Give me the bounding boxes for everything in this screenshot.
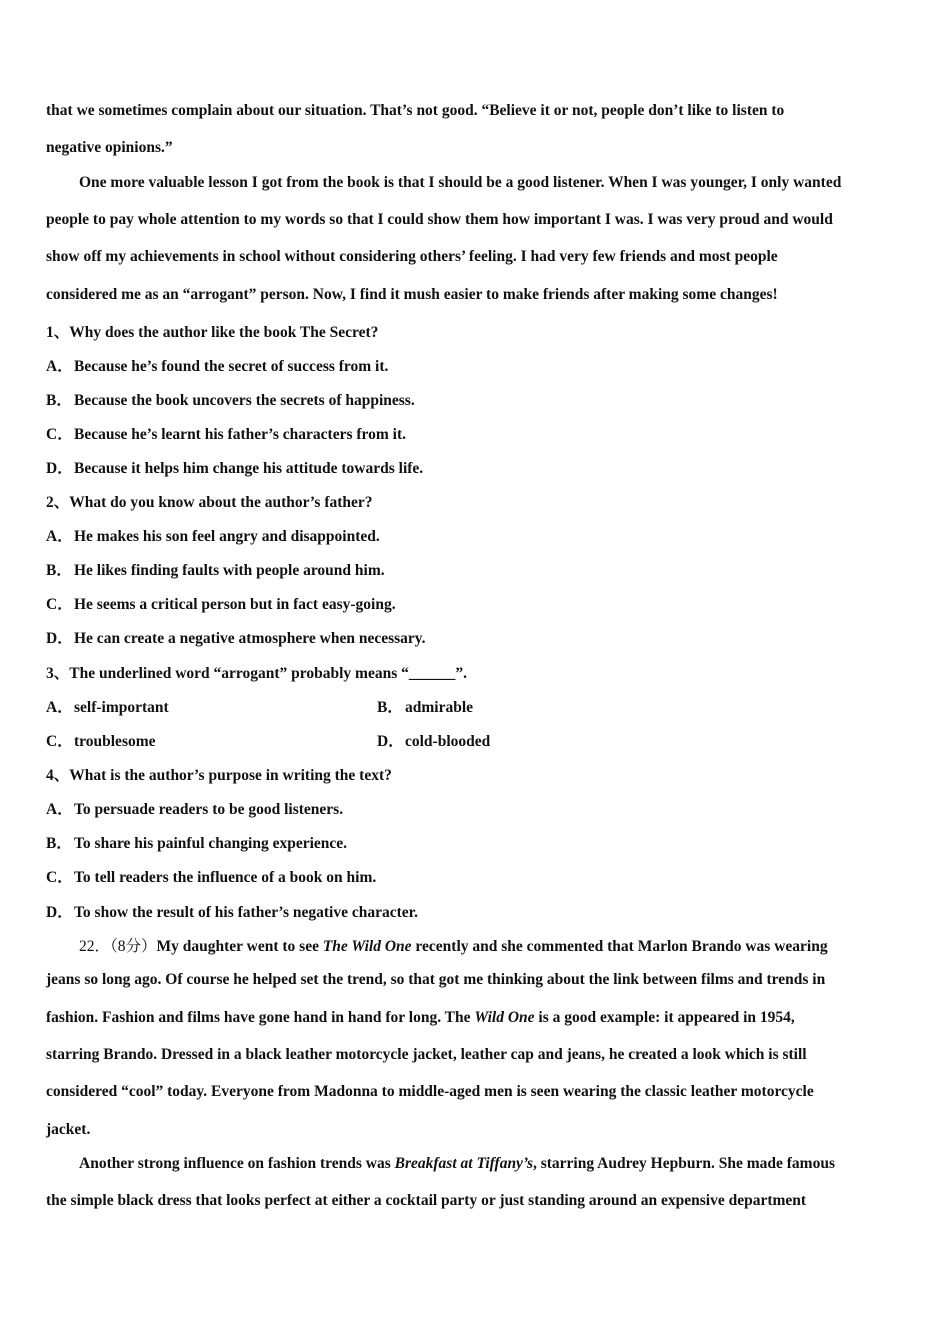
question-3-option-b xyxy=(377,695,473,717)
question-2-option-d xyxy=(46,626,426,648)
passage2-line: the simple black dress that looks perfect at either a cocktail party or just standing around an expensive department xyxy=(46,1192,807,1209)
passage1-line: considered me as an “arrogant” person. Now, I find it mush easier to make friends after making some changes! xyxy=(46,286,778,303)
question-4-option-c xyxy=(46,865,376,887)
passage2-line: jeans so long ago. Of course he helped set the trend, so that got me thinking about the link between films and trends in xyxy=(46,971,826,988)
option-letter: C． xyxy=(46,733,73,750)
passage2-line: starring Brando. Dressed in a black leather motorcycle jacket, leather cap and jeans, he created a look which is still xyxy=(46,1046,807,1063)
question-1-option-c xyxy=(46,422,406,444)
option-text: Because he’s found the secret of success from it. xyxy=(74,358,389,375)
passage2-text: is a good example: it appeared in 1954, xyxy=(534,1009,795,1026)
option-text: Because the book uncovers the secrets of happiness. xyxy=(74,392,415,409)
option-letter: D． xyxy=(46,460,73,477)
question-4-option-d xyxy=(46,900,418,922)
question-1-stem: 1、Why does the author like the book The Secret? xyxy=(46,324,379,341)
option-letter: B． xyxy=(46,562,72,579)
passage2-line xyxy=(79,934,828,956)
passage1-line: negative opinions.” xyxy=(46,139,173,156)
question-3-option-c xyxy=(46,729,156,751)
option-letter: A． xyxy=(46,358,73,375)
question-2-stem: 2、What do you know about the author’s father? xyxy=(46,494,373,511)
question-1-option-b xyxy=(46,388,415,410)
option-text: To tell readers the influence of a book on him. xyxy=(74,869,377,886)
option-letter: B． xyxy=(46,835,72,852)
question-2-option-b xyxy=(46,558,385,580)
option-letter: D． xyxy=(46,904,73,921)
option-text: Because he’s learnt his father’s characters from it. xyxy=(74,426,407,443)
option-letter: A． xyxy=(46,699,73,716)
option-text: cold-blooded xyxy=(405,733,491,750)
passage2-line: jacket. xyxy=(46,1121,91,1138)
option-letter: D． xyxy=(46,630,73,647)
passage2-text: My daughter went to see xyxy=(156,938,323,955)
passage1-line: that we sometimes complain about our situation. That’s not good. “Believe it or not, people don’t like to listen to xyxy=(46,102,785,119)
question-3-option-d xyxy=(377,729,490,751)
film-title: The Wild One xyxy=(322,938,412,955)
passage2-text: fashion. Fashion and films have gone hand in hand for long. The xyxy=(46,1009,475,1026)
passage2-line: considered “cool” today. Everyone from Madonna to middle-aged men is seen wearing the classic leather motorcycle xyxy=(46,1083,814,1100)
option-text: To show the result of his father’s negative character. xyxy=(74,904,418,921)
option-letter: A． xyxy=(46,528,73,545)
question-4-option-a xyxy=(46,797,343,819)
question-2-option-a xyxy=(46,524,380,546)
passage2-text: recently and she commented that Marlon Brando was wearing xyxy=(411,938,828,955)
passage2-text: , starring Audrey Hepburn. She made famous xyxy=(532,1155,835,1172)
question-number: 22．（8分） xyxy=(79,938,157,955)
option-letter: C． xyxy=(46,869,73,886)
passage1-line: One more valuable lesson I got from the book is that I should be a good listener. When I was younger, I only wanted xyxy=(79,174,842,191)
passage2-line xyxy=(79,1155,835,1173)
option-text: He likes finding faults with people around him. xyxy=(74,562,385,579)
option-text: Because it helps him change his attitude towards life. xyxy=(74,460,424,477)
option-text: He makes his son feel angry and disappointed. xyxy=(74,528,380,545)
option-text: He seems a critical person but in fact easy-going. xyxy=(74,596,396,613)
option-letter: C． xyxy=(46,596,73,613)
option-text: troublesome xyxy=(74,733,156,750)
question-3-option-a xyxy=(46,695,169,717)
question-2-option-c xyxy=(46,592,396,614)
question-1-option-d xyxy=(46,456,423,478)
question-4-option-b xyxy=(46,831,347,853)
option-text: He can create a negative atmosphere when necessary. xyxy=(74,630,426,647)
film-title: Wild One xyxy=(474,1009,535,1026)
passage2-line xyxy=(46,1009,795,1027)
passage2-text: Another strong influence on fashion trends was xyxy=(79,1155,395,1172)
film-title: Breakfast at Tiffany’s xyxy=(394,1155,533,1172)
option-text: self-important xyxy=(74,699,169,716)
option-letter: A． xyxy=(46,801,73,818)
option-letter: B． xyxy=(377,699,403,716)
question-3-stem: 3、The underlined word “arrogant” probably means “______”. xyxy=(46,665,467,682)
option-text: To share his painful changing experience. xyxy=(74,835,348,852)
option-text: admirable xyxy=(405,699,474,716)
option-letter: B． xyxy=(46,392,72,409)
option-letter: C． xyxy=(46,426,73,443)
option-text: To persuade readers to be good listeners. xyxy=(74,801,344,818)
question-4-stem: 4、What is the author’s purpose in writing the text? xyxy=(46,767,392,784)
passage1-line: people to pay whole attention to my words so that I could show them how important I was. I was very proud and would xyxy=(46,211,833,228)
passage1-line: show off my achievements in school without considering others’ feeling. I had very few friends and most people xyxy=(46,248,778,265)
question-1-option-a xyxy=(46,354,388,376)
option-letter: D． xyxy=(377,733,404,750)
